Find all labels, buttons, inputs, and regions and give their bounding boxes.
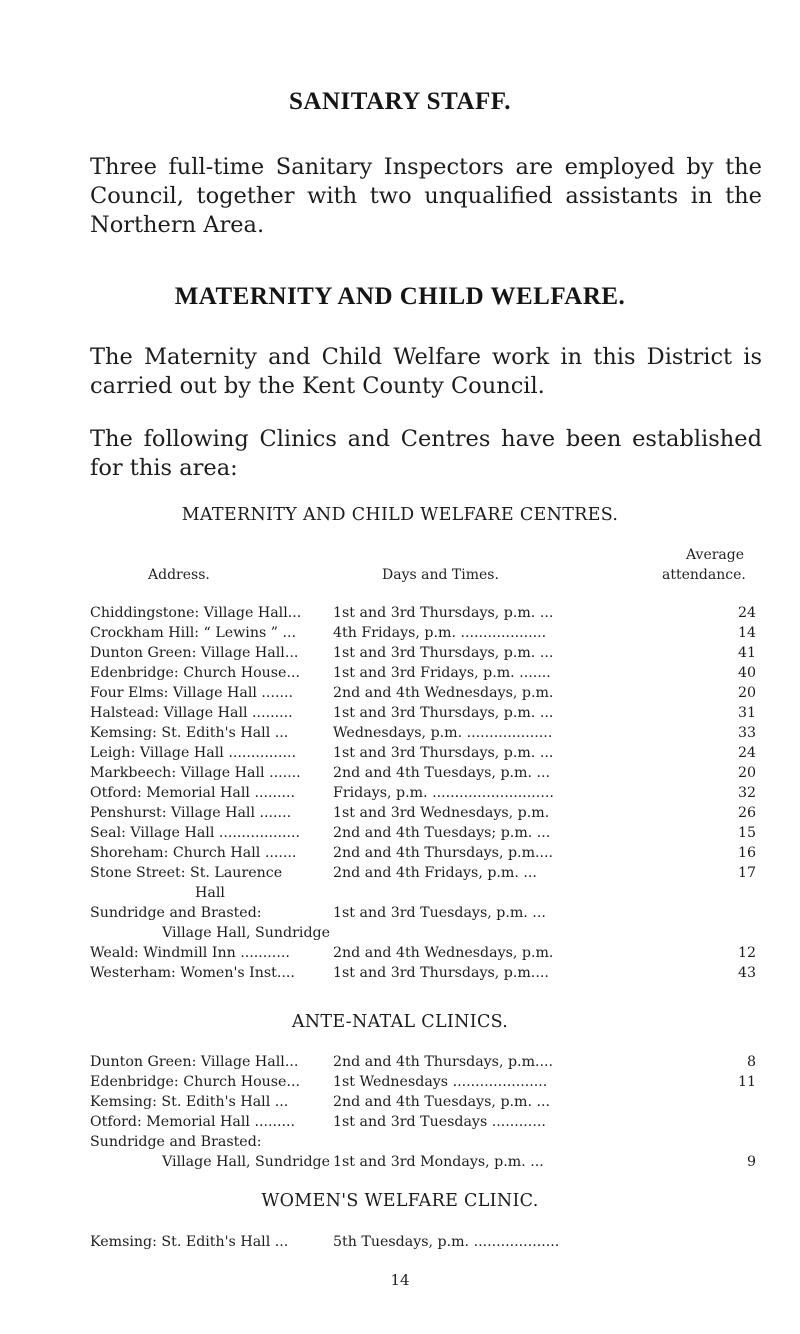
table-row bbox=[90, 763, 770, 783]
days-cell: 1st and 3rd Thursdays, p.m. ... bbox=[333, 645, 554, 661]
address-cell: Otford: Memorial Hall ......... bbox=[90, 1114, 296, 1130]
table-row bbox=[90, 1232, 770, 1252]
days-cell: 2nd and 4th Tuesdays, p.m. ... bbox=[333, 765, 551, 781]
address-continuation: Hall bbox=[195, 885, 225, 901]
clinics-intro-paragraph bbox=[90, 425, 762, 483]
days-cell: 1st and 3rd Thursdays, p.m. ... bbox=[333, 745, 554, 761]
attendance-cell: 24 bbox=[737, 605, 756, 621]
table-row bbox=[90, 1152, 770, 1172]
attendance-cell: 14 bbox=[737, 625, 756, 641]
column-header-address: Address. bbox=[148, 567, 210, 583]
paragraph-line: carried out by the Kent County Council. bbox=[90, 373, 545, 399]
days-cell: Fridays, p.m. ........................... bbox=[333, 785, 554, 801]
table-row bbox=[90, 703, 770, 723]
address-cell: Crockham Hill: “ Lewins ” ... bbox=[90, 625, 297, 641]
heading-centres: MATERNITY AND CHILD WELFARE CENTRES. bbox=[181, 505, 619, 525]
days-cell: Wednesdays, p.m. ................... bbox=[333, 725, 553, 741]
table-row bbox=[90, 1052, 770, 1072]
address-cell: Penshurst: Village Hall ....... bbox=[90, 805, 292, 821]
attendance-cell: 43 bbox=[737, 965, 756, 981]
table-row bbox=[90, 1112, 770, 1132]
table-row bbox=[90, 663, 770, 683]
heading-antenatal: ANTE-NATAL CLINICS. bbox=[291, 1012, 509, 1032]
table-row bbox=[90, 803, 770, 823]
days-cell: 1st and 3rd Thursdays, p.m. ... bbox=[333, 605, 554, 621]
address-cell: Kemsing: St. Edith's Hall ... bbox=[90, 1094, 289, 1110]
table-row bbox=[90, 923, 770, 943]
attendance-cell: 9 bbox=[746, 1154, 756, 1170]
table-row bbox=[90, 843, 770, 863]
address-continuation: Village Hall, Sundridge bbox=[162, 925, 330, 941]
days-cell: 1st Wednesdays ..................... bbox=[333, 1074, 548, 1090]
address-cell: Edenbridge: Church House... bbox=[90, 1074, 300, 1090]
attendance-cell: 33 bbox=[737, 725, 756, 741]
days-cell: 2nd and 4th Tuesdays; p.m. ... bbox=[333, 825, 551, 841]
days-cell: 1st and 3rd Wednesdays, p.m. bbox=[333, 805, 550, 821]
table-row bbox=[90, 723, 770, 743]
table-row bbox=[90, 963, 770, 983]
attendance-cell: 32 bbox=[737, 785, 756, 801]
days-cell: 4th Fridays, p.m. ................... bbox=[333, 625, 547, 641]
table-row bbox=[90, 883, 770, 903]
days-cell: 1st and 3rd Fridays, p.m. ....... bbox=[333, 665, 551, 681]
table-row bbox=[90, 1072, 770, 1092]
attendance-cell: 20 bbox=[737, 685, 756, 701]
paragraph-line: Council, together with two unqualified assistants in the bbox=[90, 183, 762, 209]
attendance-cell: 8 bbox=[746, 1054, 756, 1070]
attendance-cell: 17 bbox=[737, 865, 756, 881]
attendance-cell: 11 bbox=[737, 1074, 756, 1090]
days-cell: 1st and 3rd Thursdays, p.m. ... bbox=[333, 705, 554, 721]
table-row bbox=[90, 1092, 770, 1112]
days-cell: 2nd and 4th Fridays, p.m. ... bbox=[333, 865, 537, 881]
address-cell: Edenbridge: Church House... bbox=[90, 665, 300, 681]
address-cell: Stone Street: St. Laurence bbox=[90, 865, 283, 881]
table-row bbox=[90, 903, 770, 923]
days-cell: 2nd and 4th Thursdays, p.m.... bbox=[333, 1054, 554, 1070]
address-cell: Leigh: Village Hall ............... bbox=[90, 745, 296, 761]
paragraph-line: for this area: bbox=[90, 455, 238, 481]
column-header-average: Average bbox=[686, 547, 745, 563]
address-cell: Sundridge and Brasted: bbox=[90, 905, 262, 921]
attendance-cell: 24 bbox=[737, 745, 756, 761]
heading-sanitary-staff: SANITARY STAFF. bbox=[289, 88, 511, 115]
attendance-cell: 40 bbox=[737, 665, 756, 681]
maternity-paragraph bbox=[90, 343, 762, 401]
address-cell: Dunton Green: Village Hall... bbox=[90, 1054, 299, 1070]
attendance-cell: 16 bbox=[737, 845, 756, 861]
attendance-cell: 15 bbox=[737, 825, 756, 841]
column-header-days: Days and Times. bbox=[382, 567, 499, 583]
paragraph-line: Northern Area. bbox=[90, 212, 265, 238]
sanitary-paragraph bbox=[90, 153, 762, 240]
paragraph-line: The following Clinics and Centres have been established bbox=[90, 426, 762, 452]
attendance-cell: 12 bbox=[737, 945, 756, 961]
column-header-attendance: attendance. bbox=[662, 567, 746, 583]
address-cell: Halstead: Village Hall ......... bbox=[90, 705, 293, 721]
address-cell: Seal: Village Hall .................. bbox=[90, 825, 301, 841]
address-cell: Otford: Memorial Hall ......... bbox=[90, 785, 296, 801]
days-cell: 1st and 3rd Tuesdays, p.m. ... bbox=[333, 905, 546, 921]
address-cell: Four Elms: Village Hall ....... bbox=[90, 685, 293, 701]
address-cell: Markbeech: Village Hall ....... bbox=[90, 765, 301, 781]
table-row bbox=[90, 783, 770, 803]
address-cell: Weald: Windmill Inn ........... bbox=[90, 945, 290, 961]
address-cell: Kemsing: St. Edith's Hall ... bbox=[90, 725, 289, 741]
days-cell: 2nd and 4th Wednesdays, p.m. bbox=[333, 945, 554, 961]
table-row bbox=[90, 943, 770, 963]
table-row bbox=[90, 643, 770, 663]
table-row bbox=[90, 743, 770, 763]
page-number: 14 bbox=[390, 1271, 410, 1289]
address-cell: Sundridge and Brasted: bbox=[90, 1134, 262, 1150]
table-row bbox=[90, 863, 770, 883]
address-cell: Dunton Green: Village Hall... bbox=[90, 645, 299, 661]
days-cell: 5th Tuesdays, p.m. ................... bbox=[333, 1234, 560, 1250]
days-cell: 1st and 3rd Thursdays, p.m.... bbox=[333, 965, 549, 981]
centres-table bbox=[90, 603, 770, 983]
address-cell: Kemsing: St. Edith's Hall ... bbox=[90, 1234, 289, 1250]
heading-maternity-child-welfare: MATERNITY AND CHILD WELFARE. bbox=[174, 283, 626, 310]
table-row bbox=[90, 683, 770, 703]
paragraph-line: The Maternity and Child Welfare work in this District is bbox=[90, 344, 762, 370]
days-cell: 1st and 3rd Tuesdays ............ bbox=[333, 1114, 546, 1130]
attendance-cell: 26 bbox=[737, 805, 756, 821]
days-cell: 2nd and 4th Tuesdays, p.m. ... bbox=[333, 1094, 551, 1110]
table-row bbox=[90, 623, 770, 643]
attendance-cell: 41 bbox=[737, 645, 756, 661]
heading-womens-welfare: WOMEN'S WELFARE CLINIC. bbox=[261, 1191, 539, 1211]
attendance-cell: 20 bbox=[737, 765, 756, 781]
paragraph-line: Three full-time Sanitary Inspectors are employed by the bbox=[90, 154, 762, 180]
antenatal-table bbox=[90, 1052, 770, 1172]
womens-table bbox=[90, 1232, 770, 1252]
days-cell: 1st and 3rd Mondays, p.m. ... bbox=[333, 1154, 544, 1170]
days-cell: 2nd and 4th Thursdays, p.m.... bbox=[333, 845, 554, 861]
attendance-cell: 31 bbox=[737, 705, 756, 721]
days-cell: 2nd and 4th Wednesdays, p.m. bbox=[333, 685, 554, 701]
table-row bbox=[90, 823, 770, 843]
address-cell: Shoreham: Church Hall ....... bbox=[90, 845, 297, 861]
table-row bbox=[90, 603, 770, 623]
address-continuation: Village Hall, Sundridge bbox=[162, 1154, 330, 1170]
address-cell: Westerham: Women's Inst.... bbox=[90, 965, 295, 981]
table-row bbox=[90, 1132, 770, 1152]
address-cell: Chiddingstone: Village Hall... bbox=[90, 605, 302, 621]
